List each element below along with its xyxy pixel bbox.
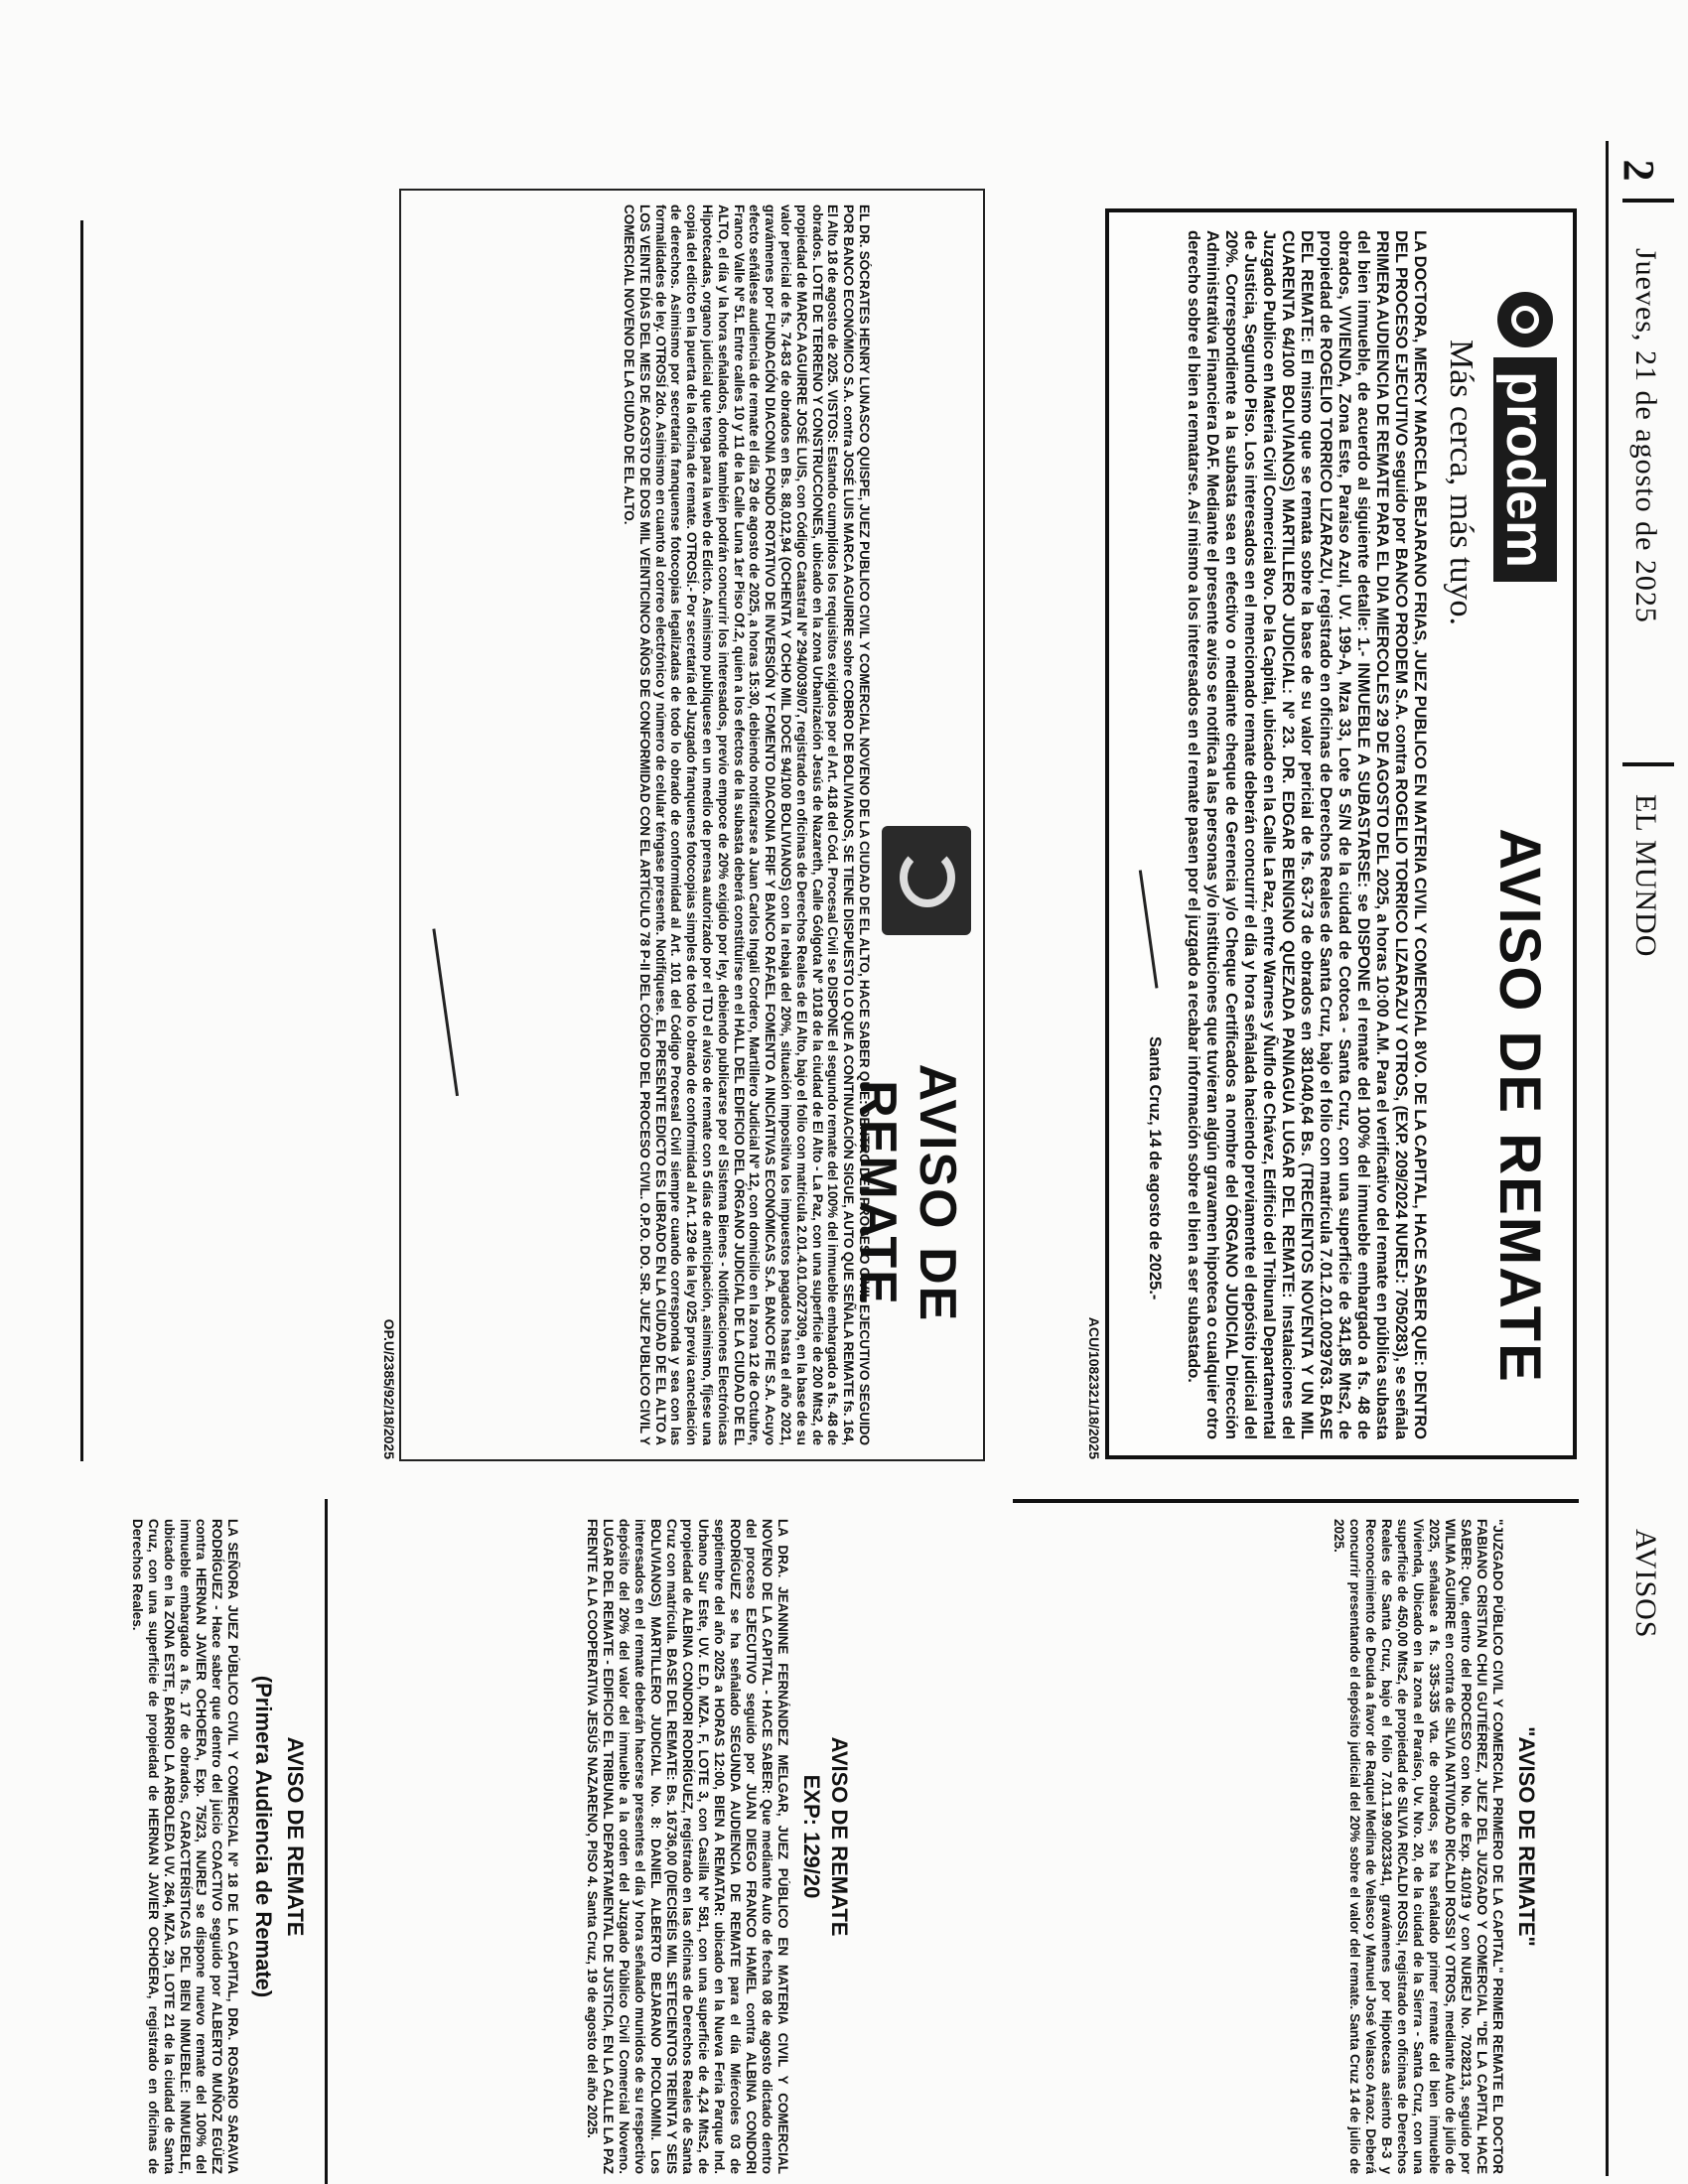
header-divider: [1622, 762, 1674, 766]
newspaper-name: EL MUNDO: [1629, 794, 1662, 958]
notice-separator: [325, 1499, 328, 2184]
section-name: AVISOS: [1629, 1529, 1662, 1639]
auction-notice-el-alto: [399, 189, 985, 1461]
right-column: [20, 1499, 1589, 2184]
notice-body: LA DOCTORA, MERCY MARCELA BEJARANO FRIAS, JUEZ PUBLICO EN MATERIA CIVIL Y COMERCIAL 8VO. DE LA CAPITAL, HACE SABER QUE: DENTRO DEL PROCESO EJECUTIVO seguido por BANCO PRODEM S.A. contra ROGELIO TORRICO LIZARAZU Y OTROS, (EXP. 209/2024 NUREJ: 7050283), se señala PRIMERA AUDIENCIA DE REMATE PARA EL DIA MIERCOLES 29 DE AGOSTO DEL 2025, a horas 10:00 A.M. Para el verificativo del remate en pública subasta del bien inmueble, de acuerdo al siguiente detalle: 1.- INMUEBLE A SUBASTARSE: se DISPONE el remate del 100% del inmueble embargado a fs. 48 de obrados, VIVIENDA, Zona Este, Paraiso Azul, UV. 199-A, Mza 33, Lote 5 S/N de la ciudad de Cotoca - Santa Cruz, con una superficie de 341,85 Mts2, de propiedad de ROGELIO TORRICO LIZARAZU, registrado en oficinas de Derechos Reales de Santa Cruz, bajo el folio con matrícula 7.01.2.01.0029763. BASE DEL REMATE: El mismo que se remata sobre la base de su valor pericial de fs. 63-73 de obrados en 381040,64 Bs. (TRECIENTOS NOVENTA Y UN MIL CUARENTA 64/100 BOLIVIANOS) MARTILLERO JUDICIAL: Nº 23. DR. EDGAR BENIGNO QUEZADA PANIAGUA LUGAR DEL REMATE: Instalaciones del Juzgado Publico en Materia Civil Comercial 8vo. De la Capital, ubicado en la Calle La Paz, entre Warnes y Ñuflo de Chávez, Edificio del Tribunal Departamental de Justicia, Segundo Piso. Los interesados en el mencionado remate deberán concurrir el día y hora señalada haciendo previamente el depósito judicial del 20%. Correspondiente a la subasta sea en efectivo o mediante cheque de Gerencia y/o Cheque Certificados a nombre del ÓRGANO JUDICIAL Dirección Administrativa Financiera DAF. Mediante el presente aviso se notifica a las personas y/o instituciones que tuvieran algún gravamen hipoteca o cualquier otro derecho sobre el bien a rematarse. Así mismo a los interesados en el remate pasen por el juzgado a recabar información sobre el bien a ser subastado.: [1185, 230, 1429, 1439]
notice-subtitle: (Primera Audiencia de Remate): [251, 1675, 276, 1998]
prodem-slogan: Más cerca, más tuyo.: [1443, 340, 1479, 625]
notice-title: "AVISO DE REMATE": [1514, 1726, 1539, 1947]
header-rule: [1606, 141, 1609, 2176]
notice-body: LA SEÑORA JUEZ PÚBLICO CIVIL Y COMERCIAL Nº 18 DE LA CAPITAL, DRA. ROSARIO SARAVIA RODRÍGUEZ - Hace saber que dentro del juicio COACTIVO seguido por ALBERTO MUÑOZ EGÜEZ contra HERNAN JAVIER OCHOERA, Exp. 75/23, NUREJ se dispone nuevo remate del 100% del inmueble embargado a fs. 17 de obrados, CARACTERÍSTICAS DEL BIEN INMUEBLE: INMUEBLE, ubicado en la ZONA ESTE, BARRIO LA ARBOLEDA UV. 264, MZA. 29, LOTE 21 de la ciudad de Santa Cruz, con una superficie de propiedad de HERNAN JAVIER OCHOERA, registrado en oficinas de Derechos Reales.: [130, 1519, 240, 2174]
header-divider: [1622, 199, 1674, 203]
signature-stamp: [417, 925, 487, 1104]
prodem-logo-text: prodem: [1493, 357, 1557, 582]
reference-code: ACU/1082321/18/2025: [1086, 1316, 1102, 1459]
notice-place-date: Santa Cruz, 14 de agosto de 2025.-: [1146, 1036, 1164, 1300]
page-number: 2: [1615, 159, 1663, 183]
auction-notice-prodem: [1105, 208, 1577, 1459]
judicial-emblem-icon: [882, 826, 971, 935]
signature-stamp: [1130, 868, 1178, 997]
notice-body: "JUZGADO PÚBLICO CIVIL Y COMERCIAL PRIMERO DE LA CAPITAL" PRIMER REMATE EL DOCTOR FABIANO CRISTIAN CHUI GUTIÉRREZ, JUEZ DEL JUZGADO Y COMERCIAL "DE LA CAPITAL HACE SABER: Que, dentro del PROCESO con No. de Exp. 410/19 y con NUREJ No. 7028213, seguido por WILMA AGUIRRE en contra de SILVIA NATIVIDAD RICALDI ROSSI Y OTROS, mediante Auto de julio de 2025, señalase a fs. 335-335 vta. de obrados, se ha señalado primer remate del bien inmueble Vivienda, Ubicado en la zona el Paraíso, Uv. Nro. 20, de la ciudad de la Sierra - Santa Cruz, con una superficie de 450,00 Mts2, de propiedad de SILVIA RICALDI ROSSI, registrado en oficinas de Derechos Reales de Santa Cruz, bajo el folio 7.01.1.99.0023341, gravámenes por Hipotecas asiento B-3 y Reconocimiento de Deuda a favor de Raquel Medina de Velasco y Manuel José Velasco Araoz. Deberá concurrir presentando el depósito judicial del 20% sobre el valor del remate. Santa Cruz 14 de julio de 2025.: [1332, 1519, 1505, 2174]
reference-code: OP.U/2385/92/18/2025: [381, 1318, 397, 1459]
notice-title: AVISO DE REMATE: [1487, 828, 1552, 1384]
notice-title: AVISO DE REMATE: [849, 1063, 966, 1323]
notice-body: LA DRA. JEANNINE FERNÁNDEZ MELGAR, JUEZ PÚBLICO EN MATERIA CIVIL Y COMERCIAL NOVENO DE LA CAPITAL - HACE SABER: Que mediante Auto de fecha 08 de agosto dictado dentro del proceso EJECUTIVO seguido por JUAN DIEGO FRANCO HAMEL contra ALBINA CONDORI RODRÍGUEZ se ha señalado SEGUNDA AUDIENCIA DE REMATE para el día Miércoles 03 de septiembre del año 2025 a HORAS 12:00, BIEN A REMATAR: ubicado en la Nueva Feria Parque Ind. Urbano Sur Este, UV. E.D, MZA. F, LOTE 3, con Casilla Nº 581, con una superficie de 4,24 Mts2, de propiedad de ALBINA CONDORI RODRÍGUEZ, registrado en las oficinas de Derechos Reales de Santa Cruz con matrícula. BASE DEL REMATE: Bs. 16736,00 (DIECISÉIS MIL SETECIENTOS TREINTA Y SEIS BOLIVIANOS) MARTILLERO JUDICIAL No. 8: DANIEL ALBERTO BEJARANO PICOLOMINI. Los interesados en el remate deberán hacerse presentes el día y hora señalado munidos de su respectivo depósito del 20% del valor del inmueble a la orden del Juzgado Público Civil Comercial Noveno. LUGAR DEL REMATE - EDIFICIO EL TRIBUNAL DEPARTAMENTAL DE JUSTICIA, EN LA CALLE LA PAZ FRENTE A LA COOPERATIVA JESÚS NAZARENO, PISO 4. Santa Cruz, 19 de agosto del año 2025.: [585, 1519, 790, 2174]
issue-date: Jueves, 21 de agosto de 2025: [1629, 248, 1662, 623]
notice-body: EL DR. SÓCRATES HENRY LUNASCO QUISPE, JUEZ PUBLICO CIVIL Y COMERCIAL NOVENO DE LA CIUDAD DE EL ALTO, HACE SABER QUE: DENTRO DEL PROCESO CIVIL EJECUTIVO SEGUIDO POR BANCO ECONÓMICO S.A. contra JOSÉ LUIS MARCA AGUIRRE sobre COBRO DE BOLIVIANOS, SE TIENE DISPUESTO LO QUE A CONTINUACIÓN SIGUE, AUTO QUE SEÑALA REMATE fs. 164, El Alto 18 de agosto de 2025. VISTOS: Estando cumplidos los requisitos exigidos por el Art. 418 del Cód. Procesal Civil se DISPONE el segundo remate del 100% del inmueble embargado a fs. 48 de obrados. LOTE DE TERRENO Y CONSTRUCCIONES, ubicado en la zona Urbanización Jesús de Nazareth, Calle Gólgota Nº 1018 de la ciudad de El Alto - La Paz, con una superficie de 200 Mts2, de propiedad de MARCA AGUIRRE JOSÉ LUIS, con Código Catastral Nº 294/0039/07, registrado en oficinas de Derechos Reales de El Alto, bajo el folio con matricula 2.01.4.01.0027309, en la base de su valor pericial de fs. 74-83 de obrados en Bs. 88,012,94 (OCHENTA Y OCHO MIL DOCE 94/100 BOLIVIANOS) con la rebaja del 20%, situación impositiva los impuestos pagados hasta el año 2021, gravámenes por FUNDACIÓN DIACONIA FONDO ROTATIVO DE INVERSIÓN Y FOMENTO DIACONIA FRIF Y BANCO RAFAEL FOMENTO A INICIATIVAS ECONÓMICAS S.A. BANCO FIE S.A. Acuyo efecto señálese audiencia de remate el día 29 de agosto de 2025, a horas 15:30, debiendo notificarse a Juan Carlos Ingali Cordero, Martillero Judicial Nº 12, con domicilio en la zona 12 de Octubre, Franco Valle Nº 51. Entre calles 10 y 11 de la Calle Luna 1er Piso Of.2, quien a los efectos de la subasta deberá constituirse en el HALL DEL EDIFICIO DEL ÓRGANO JUDICIAL DE LA CIUDAD DE EL ALTO, el día y la hora señalados, donde también podrán concurrir los interesados, previo empoce de 20% exigido por ley, debiendo publicarse por el Sistema Bienes - Notificaciones Electrónicas Hipotecadas, organo judicial que tenga para la web de Edicto. Asimismo publíquese en un medio de prensa autorizado por el TDJ el aviso de remate con 5 días de anticipación, asimismo, fíjese una copia del edicto en la puerta de la oficina de remate. OTROSÍ.- Por secretaría del Juzgado franquense fotocopias simples de todo lo obrado de conformidad al Art. 129 de la ley 025 previa cancelación de derechos. Asimismo por secretaría franquense fotocopias legalizadas de todo lo obrado de conformidad al Art. 101 del Código Procesal Civil siempre cuando corresponda y sea con las formalidades de ley. OTROSÍ 2do. Asimismo en cuanto al correo electrónico y número de celular téngase presente. Notifíquese. EL PRESENTE EDICTO ES LIBRADO EN LA CIUDAD DE EL ALTO A LOS VEINTE DÍAS DEL MES DE AGOSTO DE DOS MIL VEINTICINCO AÑOS DE CONFORMIDAD CON EL ARTÍCULO 78 P-II DEL CÓDIGO DEL PROCESO CIVIL. O.P.O. DO. SR. JUEZ PUBLICO CIVIL Y COMERCIAL NOVENO DE LA CIUDAD DE EL ALTO.: [622, 205, 872, 1445]
notice-title: AVISO DE REMATE: [827, 1736, 852, 1937]
column-divider: [1013, 1499, 1579, 1503]
notice-title: AVISO DE REMATE: [283, 1736, 308, 1937]
prodem-logo: [1493, 292, 1557, 582]
prodem-logo-icon: [1497, 292, 1553, 347]
notice-subtitle: EXP: 129/20: [799, 1774, 824, 1899]
column-bottom-rule: [80, 220, 83, 1461]
